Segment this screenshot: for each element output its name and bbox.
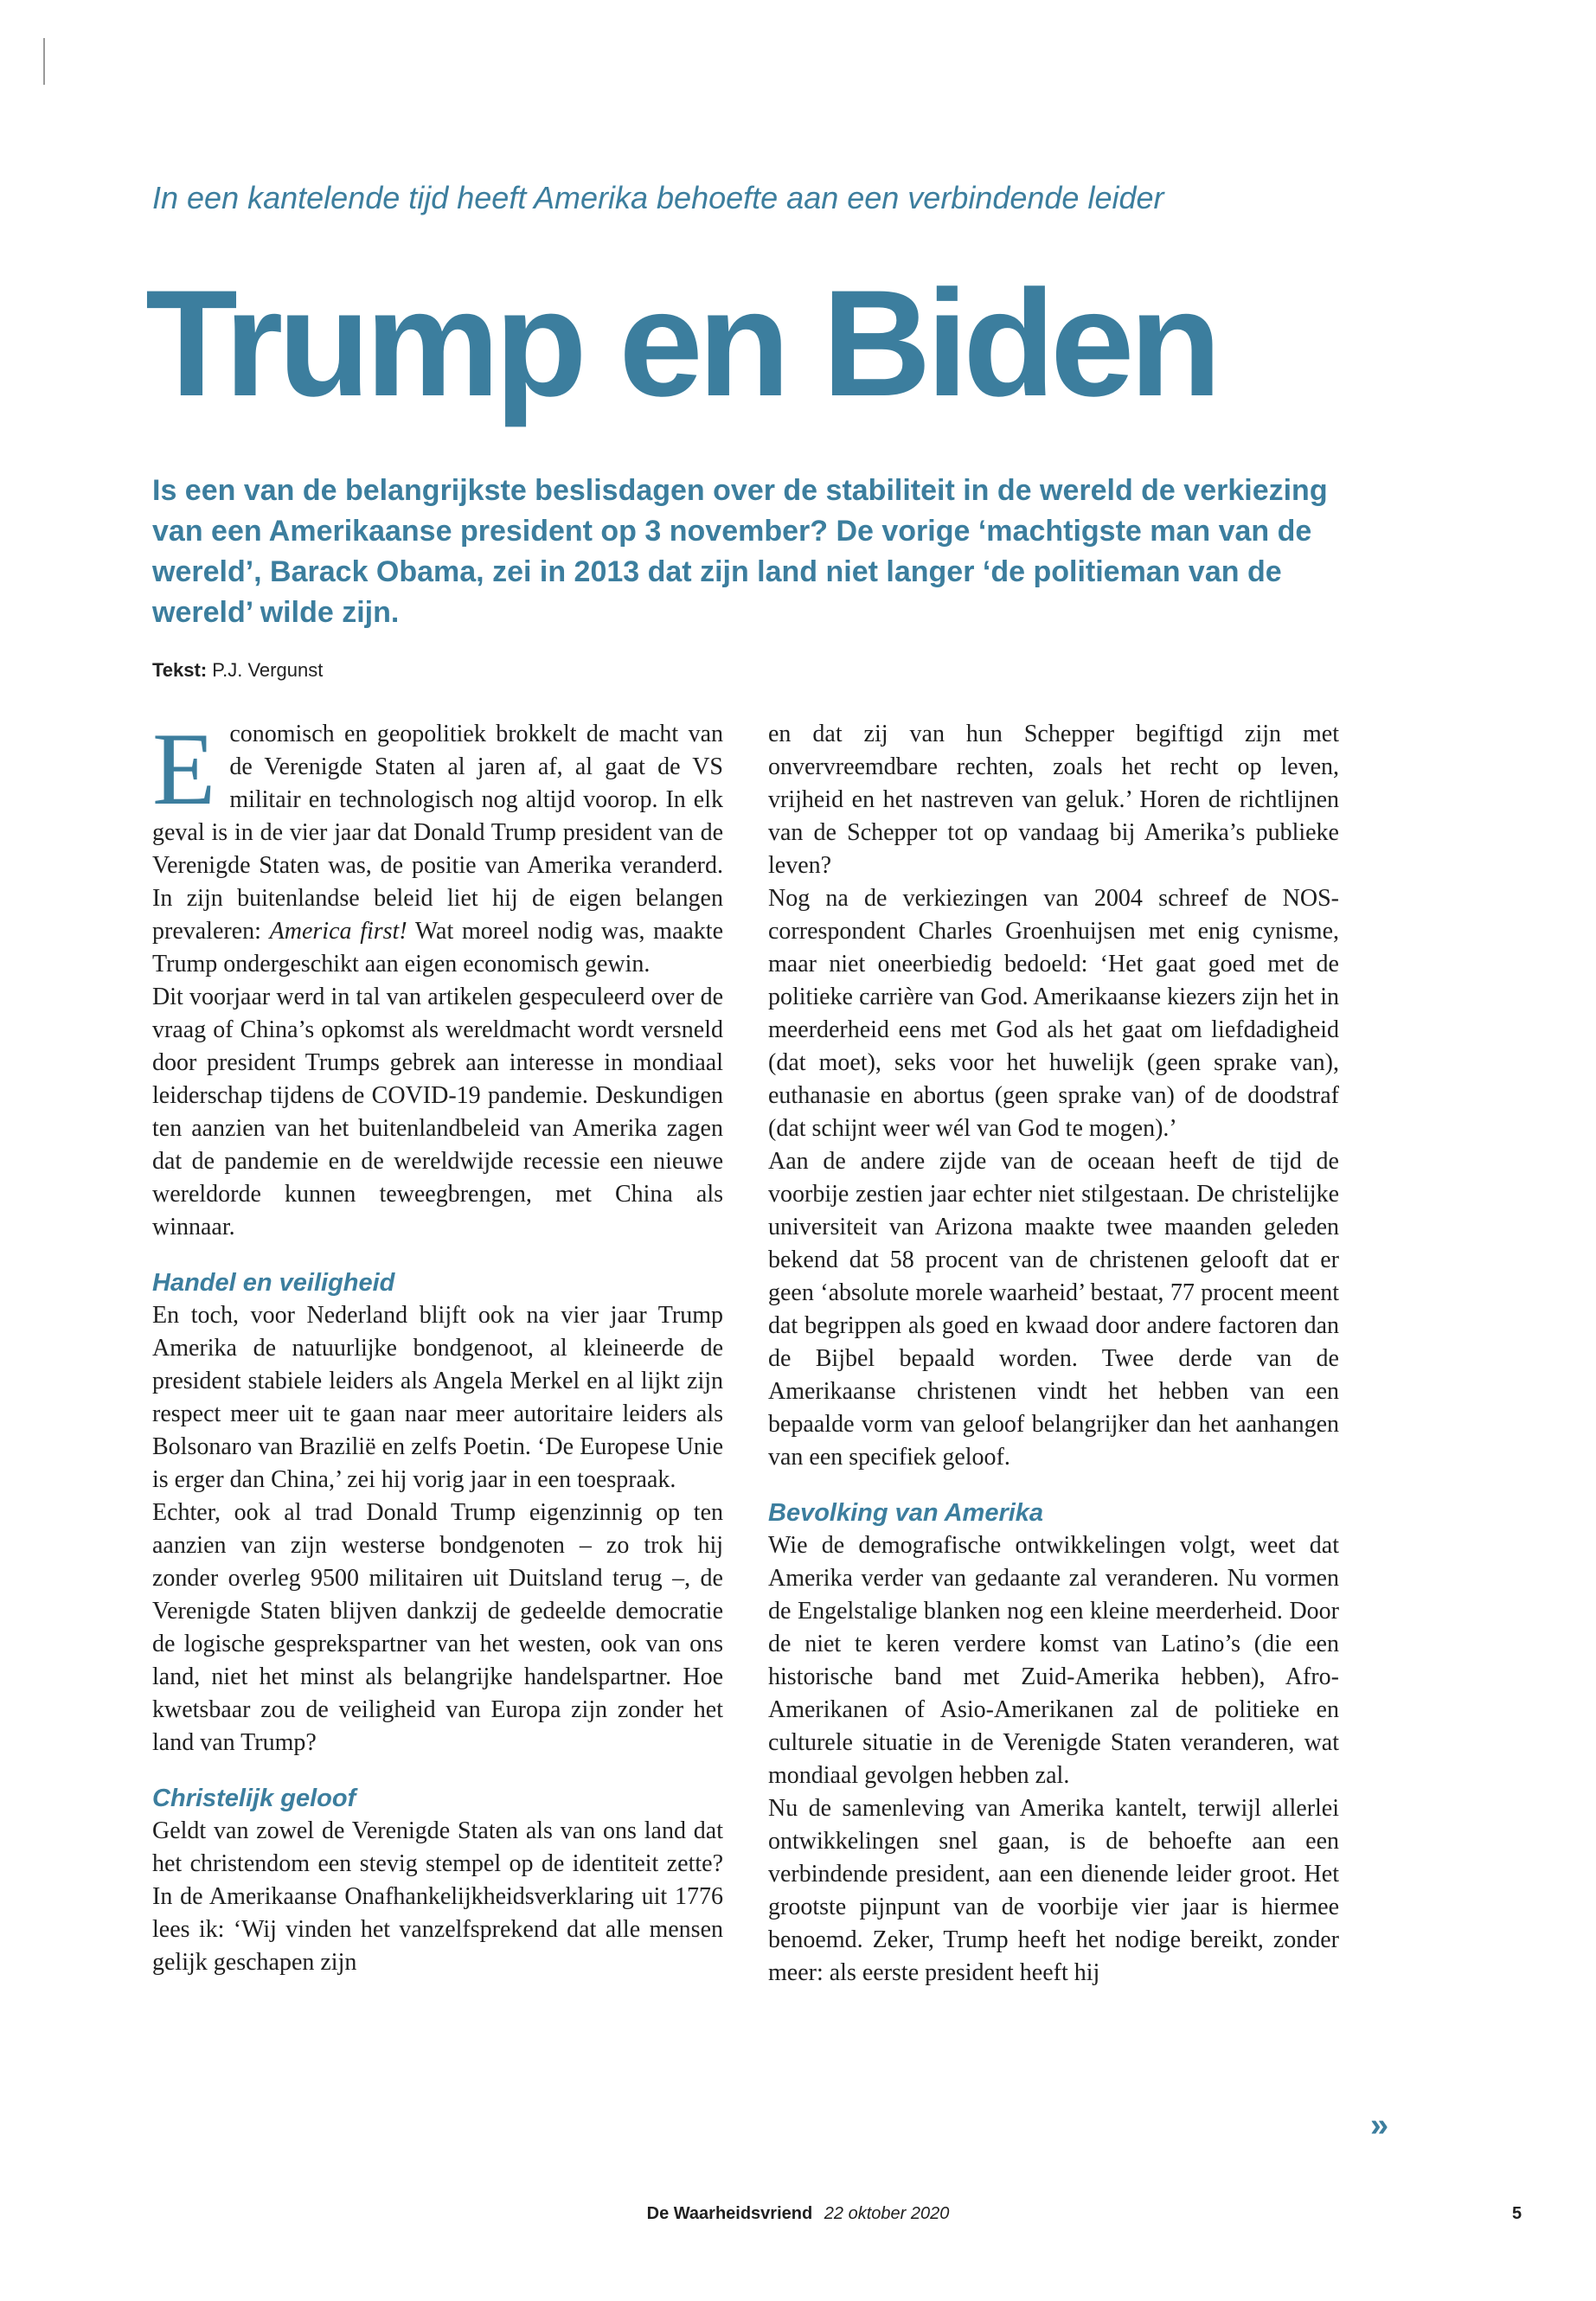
paragraph: Nog na de verkiezingen van 2004 schreef de NOS-correspondent Charles Groenhuijsen met enig cynisme, maar niet oneerbiedig bedoeld: ‘Het gaat goed met de politieke carrière van God. Amerikaanse kiezers zijn het in meerderheid eens met God als het gaat om liefdadigheid (dat moet), seks voor het huwelijk (geen sprake van), euthanasie en abortus (geen sprake van) of de doodstraf (dat schijnt weer wél van God te mogen).’ — [768, 885, 1339, 1142]
section-heading: Christelijk geloof — [152, 1785, 356, 1812]
article-body — [152, 711, 1339, 1990]
paragraph: Nu de samenleving van Amerika kantelt, terwijl allerlei ontwikkelingen snel gaan, is de behoefte aan een verbindende president, aan een dienende leider groot. Het grootste pijnpunt van de voorbije vier jaar is hiermee benoemd. Zeker, Trump heeft het nodige bereikt, zonder meer: als eerste president heeft hij — [768, 1795, 1339, 1986]
crop-mark — [43, 38, 45, 85]
paragraph: Geldt van zowel de Verenigde Staten als van ons land dat het christendom een stevig stempel op de identiteit zette? In de Amerikaanse Onafhankelijkheidsverklaring uit 1776 lees ik: ‘Wij vinden het vanzelfsprekend dat alle mensen gelijk geschapen zijn — [152, 1817, 723, 1976]
page-title: Trump en Biden — [145, 260, 1217, 428]
paragraph: Aan de andere zijde van de oceaan heeft de tijd de voorbije zestien jaar echter niet stilgestaan. De christelijke universiteit van Arizona maakte twee maanden geleden bekend dat 58 procent van de christenen gelooft dat er geen ‘absolute morele waarheid’ bestaat, 77 procent meent dat begrippen als goed en kwaad door andere factoren dan de Bijbel bepaald worden. Twee derde van de Amerikaanse christenen vindt het hebben van een bepaalde vorm van geloof belangrijker dan het aanhangen van een specifiek geloof. — [768, 1148, 1339, 1471]
footer-magazine-title: De Waarheidsvriend — [646, 2204, 813, 2223]
byline — [152, 659, 323, 682]
column-left — [152, 711, 724, 1990]
drop-cap: E — [152, 711, 216, 826]
paragraph: Economisch en geopolitiek brokkelt de macht van de Verenigde Staten al jaren af, al gaat de VS militair en technologisch nog altijd voorop. In elk geval is in de vier jaar dat Donald Trump president van de Verenigde Staten was, de positie van Amerika veranderd. In zijn buitenlandse beleid liet hij de eigen belangen prevaleren: America first! Wat moreel nodig was, maakte Trump ondergeschikt aan eigen economisch gewin. — [152, 711, 724, 977]
byline-label: Tekst: — [152, 659, 208, 681]
byline-author: P.J. Vergunst — [212, 659, 324, 681]
footer-date: 22 oktober 2020 — [824, 2204, 950, 2223]
section-heading: Handel en veiligheid — [152, 1269, 395, 1297]
section-heading: Bevolking van Amerika — [768, 1499, 1044, 1527]
column-right — [768, 718, 1339, 1990]
intro-paragraph: Is een van de belangrijkste beslisdagen over de stabiliteit in de wereld de verkiezing van een Amerikaanse president op 3 november? De vorige ‘machtigste man van de wereld’, Barack Obama, zei in 2013 dat zijn land niet langer ‘de politieman van de wereld’ wilde zijn. — [152, 474, 1328, 629]
continuation-mark: » — [1370, 2107, 1389, 2144]
kicker: In een kantelende tijd heeft Amerika behoefte aan een verbindende leider — [152, 180, 1164, 215]
page-number: 5 — [1512, 2204, 1522, 2223]
paragraph: En toch, voor Nederland blijft ook na vier jaar Trump Amerika de natuurlijke bondgenoot, al kleineerde de president stabiele leiders als Angela Merkel en al lijkt zijn respect meer uit te gaan naar meer autoritaire leiders als Bolsonaro van Brazilië en zelfs Poetin. ‘De Europese Unie is erger dan China,’ zei hij vorig jaar in een toespraak. — [152, 1302, 723, 1493]
page-footer — [0, 2204, 1596, 2224]
paragraph: en dat zij van hun Schepper begiftigd zijn met onvervreemdbare rechten, zoals het recht op leven, vrijheid en het nastreven van geluk.’ Horen de richtlijnen van de Schepper tot op vandaag bij Amerika’s publieke leven? — [768, 721, 1339, 879]
paragraph: Echter, ook al trad Donald Trump eigenzinnig op ten aanzien van zijn westerse bondgenoten – zo trok hij zonder overleg 9500 militairen uit Duitsland terug –, de Verenigde Staten blijven dankzij de gedeelde democratie de logische gesprekspartner van het westen, ook van ons land, niet het minst als belangrijke handelspartner. Hoe kwetsbaar zou de veiligheid van Europa zijn zonder het land van Trump? — [152, 1499, 723, 1756]
paragraph: Dit voorjaar werd in tal van artikelen gespeculeerd over de vraag of China’s opkomst als wereldmacht wordt versneld door president Trumps gebrek aan interesse in mondiaal leiderschap tijdens de COVID-19 pandemie. Deskundigen ten aanzien van het buitenlandbeleid van Amerika zagen dat de pandemie en de wereldwijde recessie een nieuwe wereldorde kunnen teweegbrengen, met China als winnaar. — [152, 984, 723, 1240]
paragraph: Wie de demografische ontwikkelingen volgt, weet dat Amerika verder van gedaante zal veranderen. Nu vormen de Engelstalige blanken nog een kleine meerderheid. Door de niet te keren verdere komst van Latino’s (die een historische band met Zuid-Amerika hebben), Afro-Amerikanen of Asio-Amerikanen zal de politieke en culturele situatie in de Verenigde Staten veranderen, wat mondiaal gevolgen hebben zal. — [768, 1532, 1339, 1789]
